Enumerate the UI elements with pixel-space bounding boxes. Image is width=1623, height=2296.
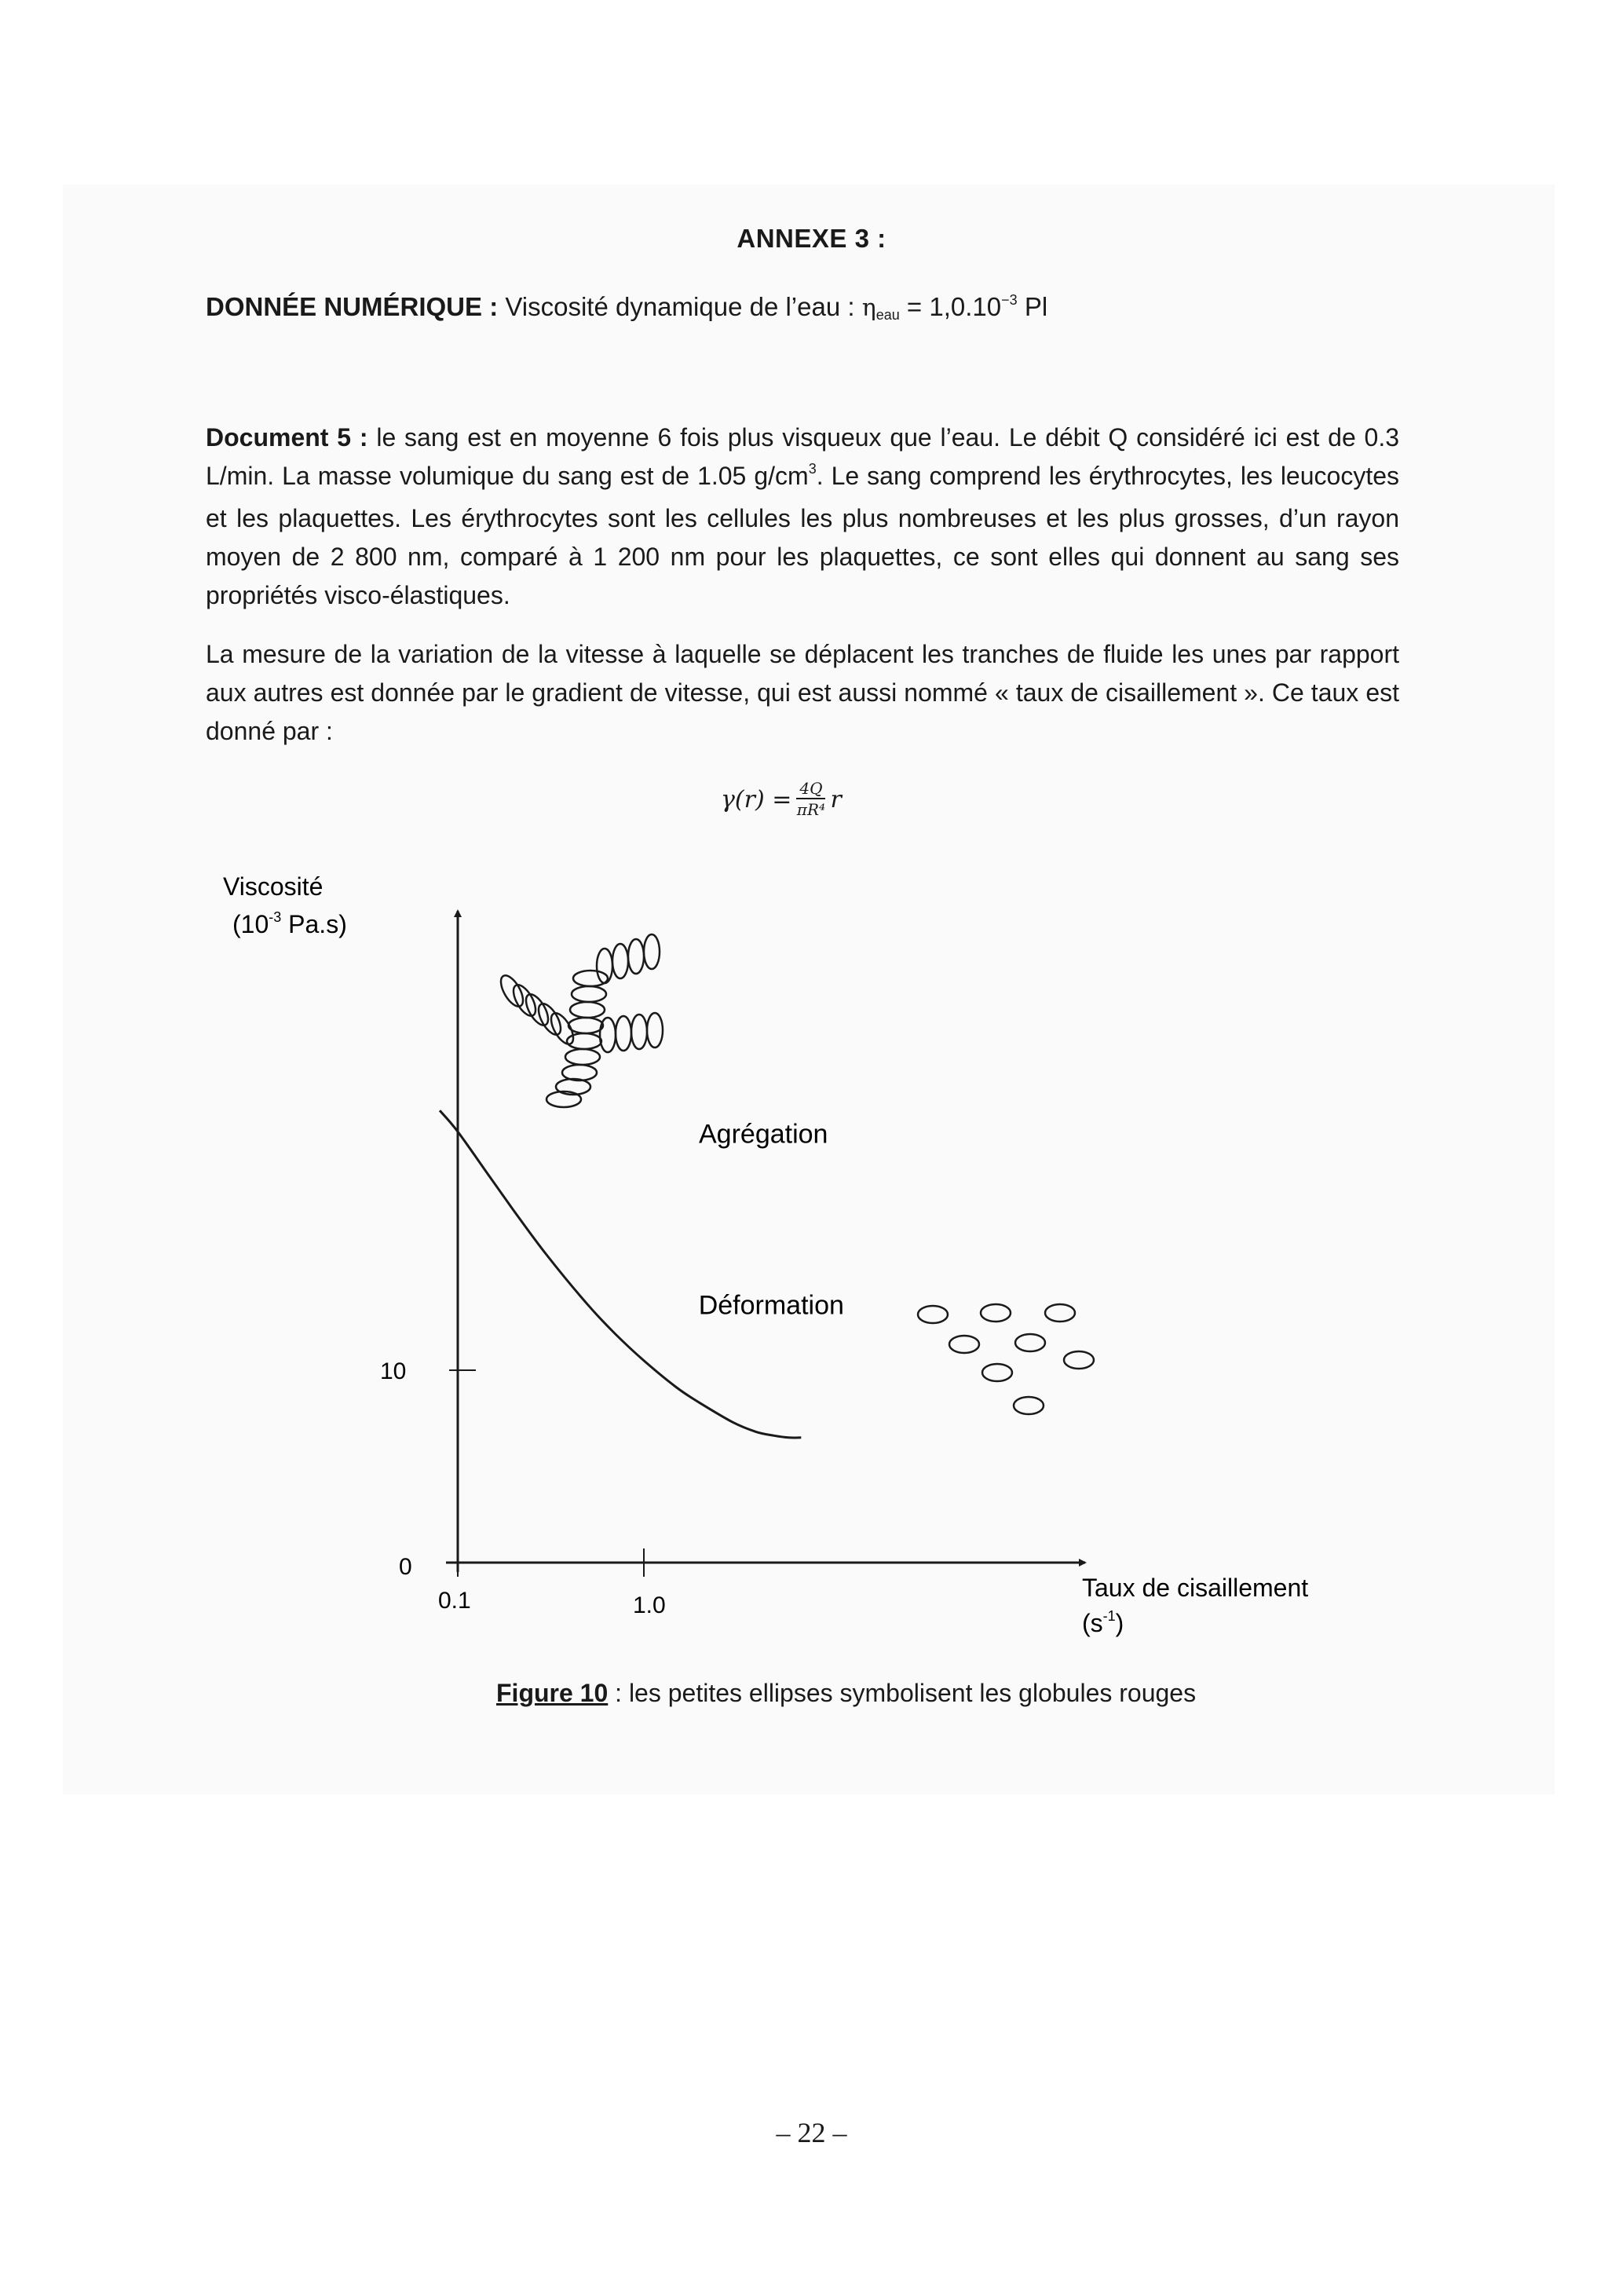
document5-text-b: . Le sang comprend les érythrocytes, les leucocytes et les plaquettes. Les érythrocytes sont les cellules les plus nombreuses et les plus grosses, d’un rayon moyen de 2 800 nm, comparé à 1 200 nm pour les plaquettes, ce sont elles qui donnent au sang ses propriétés visco-élastiques.: [206, 462, 1400, 609]
numeric-data-text: Viscosité dynamique de l’eau :: [505, 292, 855, 321]
y-tick-label-10: 10: [380, 1358, 407, 1384]
viscosity-curve: [440, 1110, 801, 1438]
eta-symbol: η: [861, 294, 876, 322]
annotation-deformation: Déformation: [698, 1290, 844, 1321]
y-axis-title-line2: ($10^{-3}$ Pa.s): [232, 909, 347, 938]
eta-subscript: eau: [875, 307, 900, 323]
y-axis-title-line1: Viscosité: [223, 872, 324, 901]
formula-denominator: πR⁴: [796, 800, 826, 819]
formula-lhs: γ(r) =: [721, 785, 792, 813]
figure-label: Figure 10: [496, 1679, 609, 1707]
numeric-data-exponent: −3: [1001, 292, 1018, 308]
document5-label: Document 5 :: [206, 423, 368, 452]
figure-caption-text: : les petites ellipses symbolisent les globules rouges: [608, 1679, 1197, 1707]
formula-numerator: 4Q: [796, 779, 825, 799]
document5-sup: 3: [808, 461, 817, 477]
annex-title: ANNEXE 3 :: [737, 224, 886, 253]
formula-rhs: r: [830, 785, 842, 813]
deformed-cells-illustration: [918, 1304, 1094, 1414]
numeric-data-value: = 1,0.10: [906, 292, 1002, 321]
page-number: – 22 –: [776, 2117, 847, 2148]
x-axis-title-line2: $(s^{-1})$: [1082, 1608, 1124, 1637]
figure-caption: [496, 1679, 1196, 1708]
x-tick-label-1: 1.0: [633, 1592, 666, 1618]
annotation-agregation: Agrégation: [699, 1119, 828, 1150]
aggregation-cells-illustration: [496, 934, 663, 1107]
y-tick-label-0: 0: [399, 1554, 412, 1580]
x-tick-label-0-1: 0.1: [438, 1588, 471, 1614]
x-axis-title-line1: Taux de cisaillement: [1082, 1574, 1309, 1602]
numeric-data-unit: Pl: [1024, 292, 1048, 321]
document5-paragraph2: La mesure de la variation de la vitesse à laquelle se déplacent les tranches de fluide les unes par rapport aux autres est donnée par le gradient de vitesse, qui est aussi nommé « taux de cisaillement ». Ce taux est donné par :: [206, 640, 1399, 745]
document5-text-a: le sang est en moyenne 6 fois plus visqueux que l’eau. Le débit Q considéré ici est de 0.3 L/min. La masse volumique du sang est de 1.05 g/cm: [206, 423, 1400, 490]
numeric-data-label: DONNÉE NUMÉRIQUE :: [206, 292, 499, 321]
